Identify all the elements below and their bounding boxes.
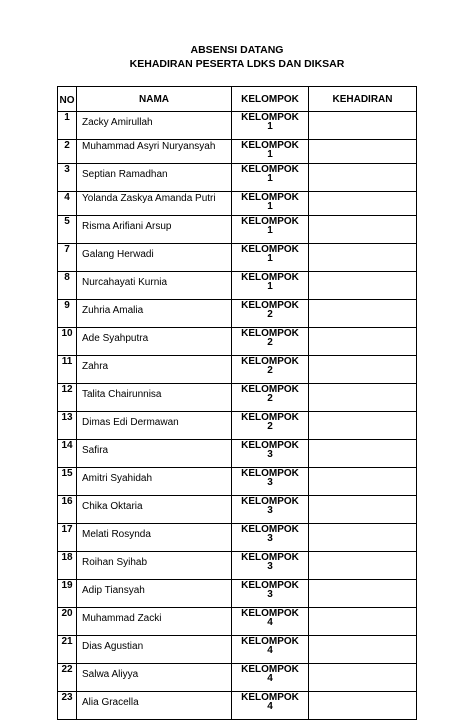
row-nama: Zacky Amirullah: [77, 112, 232, 140]
kelompok-label: KELOMPOK: [241, 440, 299, 451]
table-row: [58, 356, 417, 384]
row-kelompok: [232, 664, 309, 692]
table-header-row: [58, 87, 417, 112]
row-kelompok: [232, 112, 309, 140]
row-kelompok: [232, 412, 309, 440]
row-kelompok: [232, 608, 309, 636]
kelompok-label: KELOMPOK: [241, 164, 299, 175]
row-number: 8: [58, 272, 77, 300]
row-nama: Adip Tiansyah: [77, 580, 232, 608]
row-nama: Amitri Syahidah: [77, 468, 232, 496]
row-number: 18: [58, 552, 77, 580]
kelompok-label: KELOMPOK: [241, 608, 299, 619]
row-kehadiran[interactable]: [309, 164, 417, 192]
row-kehadiran[interactable]: [309, 468, 417, 496]
row-number: 17: [58, 524, 77, 552]
row-number: 13: [58, 412, 77, 440]
row-kelompok: [232, 552, 309, 580]
kelompok-number: 1: [267, 225, 273, 236]
row-nama: Safira: [77, 440, 232, 468]
kelompok-label: KELOMPOK: [241, 112, 299, 123]
row-kelompok: [232, 692, 309, 720]
row-number: 22: [58, 664, 77, 692]
row-kehadiran[interactable]: [309, 412, 417, 440]
row-kelompok: [232, 468, 309, 496]
row-kelompok: [232, 216, 309, 244]
kelompok-number: 4: [267, 617, 273, 628]
table-row: [58, 608, 417, 636]
kelompok-label: KELOMPOK: [241, 692, 299, 703]
row-kelompok: [232, 140, 309, 164]
row-number: 4: [58, 192, 77, 216]
kelompok-number: 1: [267, 121, 273, 132]
row-nama: Melati Rosynda: [77, 524, 232, 552]
table-row: [58, 468, 417, 496]
kelompok-number: 3: [267, 533, 273, 544]
kelompok-number: 2: [267, 337, 273, 348]
row-number: 5: [58, 216, 77, 244]
table-row: [58, 552, 417, 580]
row-kelompok: [232, 440, 309, 468]
document-subtitle: KEHADIRAN PESERTA LDKS DAN DIKSAR: [129, 58, 345, 70]
table-row: [58, 692, 417, 720]
row-kelompok: [232, 328, 309, 356]
kelompok-label: KELOMPOK: [241, 244, 299, 255]
kelompok-label: KELOMPOK: [241, 216, 299, 227]
row-kehadiran[interactable]: [309, 216, 417, 244]
table-row: [58, 140, 417, 164]
row-kehadiran[interactable]: [309, 244, 417, 272]
kelompok-number: 4: [267, 673, 273, 684]
kelompok-label: KELOMPOK: [241, 664, 299, 675]
row-number: 19: [58, 580, 77, 608]
row-nama: Muhammad Asyri Nuryansyah: [77, 140, 232, 164]
row-number: 15: [58, 468, 77, 496]
table-row: [58, 192, 417, 216]
kelompok-number: 1: [267, 281, 273, 292]
row-nama: Ade Syahputra: [77, 328, 232, 356]
kelompok-number: 2: [267, 365, 273, 376]
row-kelompok: [232, 356, 309, 384]
row-number: 10: [58, 328, 77, 356]
row-kelompok: [232, 164, 309, 192]
document-title: ABSENSI DATANG: [190, 44, 284, 56]
row-kehadiran[interactable]: [309, 192, 417, 216]
header-kelompok: KELOMPOK: [232, 87, 309, 112]
row-kelompok: [232, 244, 309, 272]
kelompok-number: 3: [267, 477, 273, 488]
table-row: [58, 300, 417, 328]
row-kelompok: [232, 580, 309, 608]
header-no: NO: [58, 87, 77, 112]
row-kehadiran[interactable]: [309, 692, 417, 720]
table-row: [58, 412, 417, 440]
kelompok-number: 3: [267, 589, 273, 600]
kelompok-number: 4: [267, 701, 273, 712]
kelompok-number: 1: [267, 253, 273, 264]
kelompok-label: KELOMPOK: [241, 300, 299, 311]
kelompok-label: KELOMPOK: [241, 580, 299, 591]
row-kehadiran[interactable]: [309, 328, 417, 356]
kelompok-number: 3: [267, 449, 273, 460]
table-row: [58, 664, 417, 692]
table-row: [58, 216, 417, 244]
table-row: [58, 496, 417, 524]
row-nama: Risma Arifiani Arsup: [77, 216, 232, 244]
kelompok-label: KELOMPOK: [241, 636, 299, 647]
table-row: [58, 328, 417, 356]
row-kehadiran[interactable]: [309, 580, 417, 608]
row-nama: Talita Chairunnisa: [77, 384, 232, 412]
row-nama: Galang Herwadi: [77, 244, 232, 272]
table-row: [58, 244, 417, 272]
kelompok-number: 3: [267, 561, 273, 572]
table-row: [58, 164, 417, 192]
row-number: 12: [58, 384, 77, 412]
row-number: 7: [58, 244, 77, 272]
row-kelompok: [232, 192, 309, 216]
row-kelompok: [232, 496, 309, 524]
header-nama: NAMA: [77, 87, 232, 112]
row-number: 9: [58, 300, 77, 328]
kelompok-number: 2: [267, 393, 273, 404]
kelompok-label: KELOMPOK: [241, 272, 299, 283]
row-nama: Muhammad Zacki: [77, 608, 232, 636]
table-row: [58, 636, 417, 664]
row-kehadiran[interactable]: [309, 272, 417, 300]
row-kehadiran[interactable]: [309, 356, 417, 384]
row-kehadiran[interactable]: [309, 384, 417, 412]
row-number: 20: [58, 608, 77, 636]
row-nama: Zuhria Amalia: [77, 300, 232, 328]
attendance-table: [57, 86, 417, 720]
row-number: 3: [58, 164, 77, 192]
row-kelompok: [232, 300, 309, 328]
table-row: [58, 580, 417, 608]
kelompok-label: KELOMPOK: [241, 140, 299, 151]
kelompok-number: 1: [267, 201, 273, 212]
table-row: [58, 524, 417, 552]
row-number: 14: [58, 440, 77, 468]
kelompok-number: 2: [267, 309, 273, 320]
row-nama: Roihan Syihab: [77, 552, 232, 580]
table-row: [58, 440, 417, 468]
row-kehadiran[interactable]: [309, 300, 417, 328]
kelompok-label: KELOMPOK: [241, 496, 299, 507]
table-row: [58, 112, 417, 140]
row-nama: Alia Gracella: [77, 692, 232, 720]
table-row: [58, 272, 417, 300]
row-kehadiran[interactable]: [309, 140, 417, 164]
kelompok-label: KELOMPOK: [241, 384, 299, 395]
kelompok-label: KELOMPOK: [241, 328, 299, 339]
kelompok-label: KELOMPOK: [241, 524, 299, 535]
table-body: [58, 112, 417, 720]
row-nama: Nurcahayati Kurnia: [77, 272, 232, 300]
kelompok-label: KELOMPOK: [241, 412, 299, 423]
row-kehadiran[interactable]: [309, 440, 417, 468]
kelompok-number: 1: [267, 173, 273, 184]
row-number: 11: [58, 356, 77, 384]
row-kehadiran[interactable]: [309, 524, 417, 552]
table-row: [58, 384, 417, 412]
row-kehadiran[interactable]: [309, 664, 417, 692]
row-number: 16: [58, 496, 77, 524]
row-kehadiran[interactable]: [309, 636, 417, 664]
kelompok-number: 1: [267, 149, 273, 160]
row-nama: Chika Oktaria: [77, 496, 232, 524]
kelompok-label: KELOMPOK: [241, 192, 299, 203]
kelompok-label: KELOMPOK: [241, 356, 299, 367]
row-nama: Zahra: [77, 356, 232, 384]
row-kehadiran[interactable]: [309, 112, 417, 140]
row-kehadiran[interactable]: [309, 608, 417, 636]
header-kehadiran: KEHADIRAN: [309, 87, 417, 112]
row-kelompok: [232, 636, 309, 664]
row-number: 1: [58, 112, 77, 140]
kelompok-number: 2: [267, 421, 273, 432]
row-number: 21: [58, 636, 77, 664]
row-number: 23: [58, 692, 77, 720]
row-kelompok: [232, 524, 309, 552]
row-nama: Dias Agustian: [77, 636, 232, 664]
kelompok-number: 3: [267, 505, 273, 516]
row-kehadiran[interactable]: [309, 552, 417, 580]
row-number: 2: [58, 140, 77, 164]
row-kelompok: [232, 384, 309, 412]
kelompok-label: KELOMPOK: [241, 552, 299, 563]
row-nama: Salwa Aliyya: [77, 664, 232, 692]
row-kehadiran[interactable]: [309, 496, 417, 524]
kelompok-label: KELOMPOK: [241, 468, 299, 479]
row-kelompok: [232, 272, 309, 300]
row-nama: Yolanda Zaskya Amanda Putri: [77, 192, 232, 216]
row-nama: Dimas Edi Dermawan: [77, 412, 232, 440]
kelompok-number: 4: [267, 645, 273, 656]
row-nama: Septian Ramadhan: [77, 164, 232, 192]
